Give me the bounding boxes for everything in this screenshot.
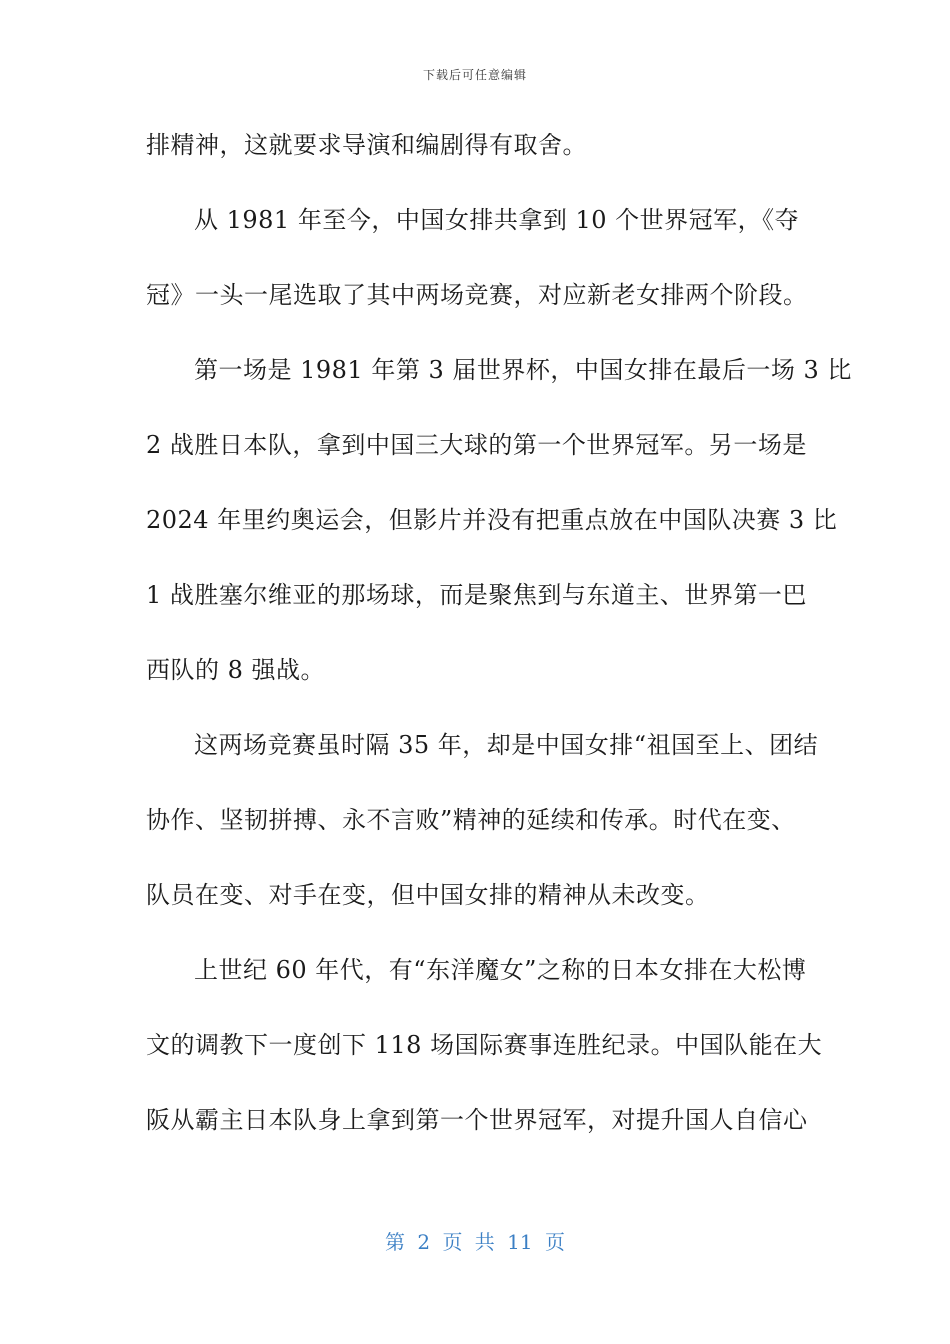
body-text-line: 从 1981 年至今，中国女排共拿到 10 个世界冠军，《夺 [194,206,800,234]
body-text-line: 阪从霸主日本队身上拿到第一个世界冠军，对提升国人自信心 [146,1106,808,1134]
body-text-line: 这两场竞赛虽时隔 35 年，却是中国女排“祖国至上、团结 [194,731,819,759]
body-text-line: 上世纪 60 年代，有“东洋魔女”之称的日本女排在大松博 [194,956,807,984]
body-text-line: 冠》一头一尾选取了其中两场竞赛，对应新老女排两个阶段。 [146,281,808,309]
page-number-footer: 第 2 页 共 11 页 [385,1230,565,1254]
body-text-line: 2 战胜日本队，拿到中国三大球的第一个世界冠军。另一场是 [146,431,807,459]
page-header: 下载后可任意编辑 [422,68,527,82]
body-text-line: 1 战胜塞尔维亚的那场球，而是聚焦到与东道主、世界第一巴 [146,581,807,609]
body-text-line: 西队的 8 强战。 [146,656,326,684]
body-text-line: 队员在变、对手在变，但中国女排的精神从未改变。 [146,881,710,909]
body-text-line: 第一场是 1981 年第 3 届世界杯，中国女排在最后一场 3 比 [194,356,852,384]
body-text-line: 协作、坚韧拼搏、永不言败”精神的延续和传承。时代在变、 [146,806,796,834]
body-text-line: 排精神，这就要求导演和编剧得有取舍。 [146,131,587,159]
body-text-line: 2024 年里约奥运会，但影片并没有把重点放在中国队决赛 3 比 [146,506,838,534]
body-text-line: 文的调教下一度创下 118 场国际赛事连胜纪录。中国队能在大 [146,1031,823,1059]
